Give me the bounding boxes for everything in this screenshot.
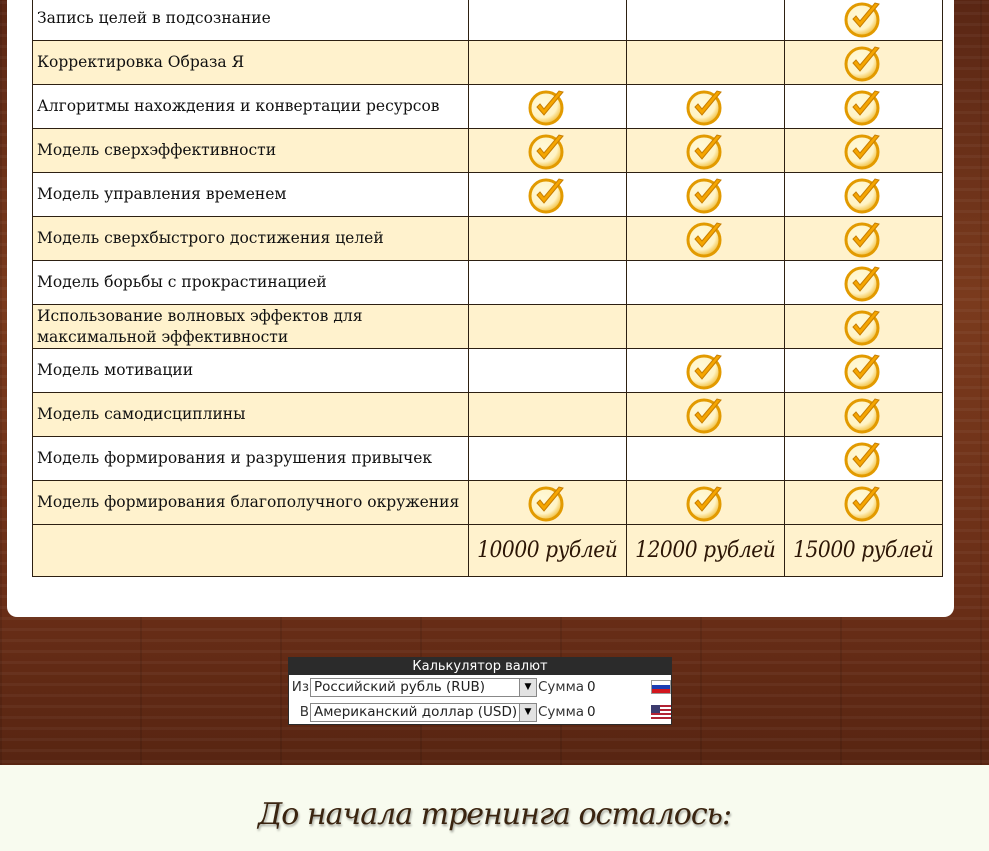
tariff-cell [627, 85, 785, 129]
tariff-cell [627, 41, 785, 85]
feature-name: Модель самодисциплины [33, 393, 469, 437]
checkmark-icon [844, 395, 884, 435]
tariff-cell [785, 481, 943, 525]
to-sum-label: Сумма [538, 704, 585, 720]
table-row [33, 261, 943, 305]
to-label: В [299, 704, 309, 720]
tariff-cell [469, 437, 627, 481]
tariff-cell [469, 0, 627, 41]
pricing-panel [7, 0, 954, 617]
feature-name: Модель формирования и разрушения привычек [33, 437, 469, 481]
price-label: 12000 рублей [635, 538, 776, 563]
checkmark-icon [844, 483, 884, 523]
tariff-cell [469, 173, 627, 217]
russia-flag-icon [651, 680, 671, 694]
countdown-section [0, 765, 989, 851]
tariff-cell [627, 173, 785, 217]
tariff-cell [627, 217, 785, 261]
calculator-title: Калькулятор валют [289, 658, 671, 675]
checkmark-icon [686, 483, 726, 523]
countdown-title: До начала тренинга осталось: [257, 797, 732, 832]
to-currency-value: Американский доллар (USD) [314, 704, 518, 720]
tariff-cell [469, 129, 627, 173]
price-row-label [33, 525, 469, 577]
tariff-cell [627, 481, 785, 525]
table-row [33, 0, 943, 41]
to-currency-select[interactable] [310, 703, 537, 722]
tariff-cell [627, 129, 785, 173]
checkmark-icon [686, 175, 726, 215]
price-cell [785, 525, 943, 577]
tariff-cell [627, 261, 785, 305]
table-row [33, 393, 943, 437]
feature-name: Алгоритмы нахождения и конвертации ресурсов [33, 85, 469, 129]
checkmark-icon [528, 175, 568, 215]
feature-name: Модель управления временем [33, 173, 469, 217]
price-label: 15000 рублей [793, 538, 934, 563]
tariff-cell [627, 437, 785, 481]
tariff-cell [785, 305, 943, 349]
tariff-cell [785, 261, 943, 305]
checkmark-icon [686, 131, 726, 171]
tariff-cell [469, 349, 627, 393]
calculator-from-row [289, 675, 671, 700]
checkmark-icon [844, 219, 884, 259]
tariff-cell [469, 261, 627, 305]
checkmark-icon [844, 175, 884, 215]
tariff-cell [469, 305, 627, 349]
checkmark-icon [686, 219, 726, 259]
checkmark-icon [686, 87, 726, 127]
chevron-down-icon[interactable]: ▼ [519, 679, 536, 696]
tariff-cell [785, 0, 943, 41]
tariff-cell [469, 217, 627, 261]
table-row [33, 481, 943, 525]
feature-name: Модель сверхэффективности [33, 129, 469, 173]
checkmark-icon [844, 131, 884, 171]
checkmark-icon [686, 351, 726, 391]
table-row [33, 85, 943, 129]
checkmark-icon [844, 43, 884, 83]
checkmark-icon [528, 87, 568, 127]
tariff-cell [785, 217, 943, 261]
feature-name: Модель сверхбыстрого достижения целей [33, 217, 469, 261]
tariff-cell [785, 41, 943, 85]
from-amount-input[interactable]: 0 [585, 678, 649, 697]
from-label: Из [291, 679, 309, 695]
feature-name: Использование волновых эффектов для максимальной эффективности [33, 305, 469, 349]
table-row [33, 129, 943, 173]
feature-name: Модель формирования благополучного окружения [33, 481, 469, 525]
tariff-cell [469, 41, 627, 85]
table-row [33, 305, 943, 349]
feature-name: Запись целей в подсознание [33, 0, 469, 41]
tariff-cell [627, 349, 785, 393]
tariff-cell [627, 0, 785, 41]
checkmark-icon [844, 87, 884, 127]
tariff-cell [785, 85, 943, 129]
tariff-cell [469, 481, 627, 525]
table-row [33, 41, 943, 85]
tariff-cell [785, 129, 943, 173]
tariff-cell [469, 85, 627, 129]
tariff-cell [627, 305, 785, 349]
price-row [33, 525, 943, 577]
checkmark-icon [844, 307, 884, 347]
calculator-to-row [289, 700, 671, 725]
chevron-down-icon[interactable]: ▼ [519, 704, 536, 721]
currency-calculator [288, 657, 672, 725]
from-currency-select[interactable] [310, 678, 537, 697]
table-row [33, 437, 943, 481]
tariff-cell [785, 437, 943, 481]
tariff-cell [469, 393, 627, 437]
checkmark-icon [686, 395, 726, 435]
from-sum-label: Сумма [538, 679, 585, 695]
checkmark-icon [844, 351, 884, 391]
from-currency-value: Российский рубль (RUB) [314, 679, 486, 695]
price-cell [627, 525, 785, 577]
checkmark-icon [528, 483, 568, 523]
features-table [32, 0, 943, 577]
checkmark-icon [844, 263, 884, 303]
usa-flag-icon [651, 705, 671, 719]
to-amount-input[interactable]: 0 [585, 703, 649, 722]
features-table-body [33, 0, 943, 577]
price-label: 10000 рублей [477, 538, 618, 563]
table-row [33, 173, 943, 217]
checkmark-icon [844, 0, 884, 39]
tariff-cell [785, 349, 943, 393]
checkmark-icon [844, 439, 884, 479]
table-row [33, 217, 943, 261]
tariff-cell [785, 393, 943, 437]
feature-name: Модель борьбы с прокрастинацией [33, 261, 469, 305]
feature-name: Модель мотивации [33, 349, 469, 393]
tariff-cell [627, 393, 785, 437]
checkmark-icon [528, 131, 568, 171]
feature-name: Корректировка Образа Я [33, 41, 469, 85]
tariff-cell [785, 173, 943, 217]
price-cell [469, 525, 627, 577]
table-row [33, 349, 943, 393]
